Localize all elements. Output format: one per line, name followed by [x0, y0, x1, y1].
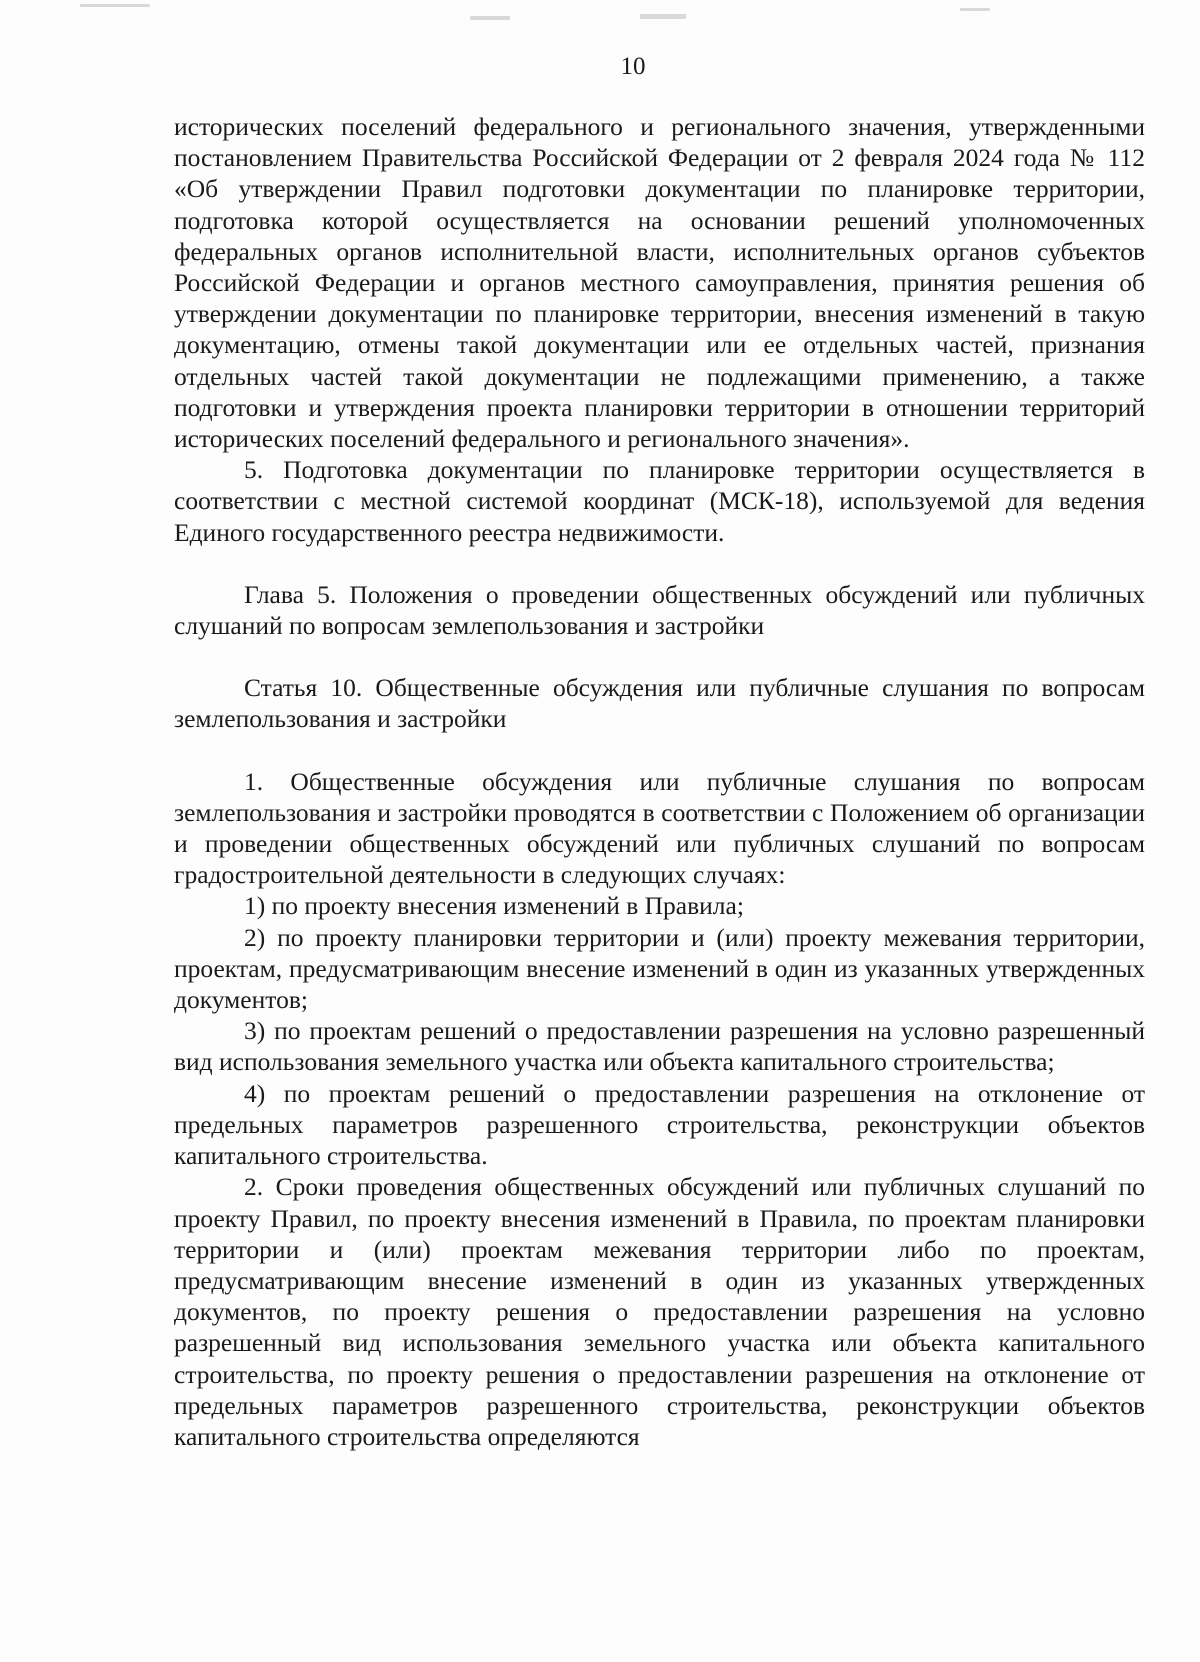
page-number: 10	[620, 53, 646, 80]
spacer	[174, 735, 1145, 766]
scan-artifact	[640, 14, 686, 19]
scan-artifact	[470, 16, 510, 20]
document-body	[174, 111, 1145, 1452]
list-item-2: 2) по проекту планировки территории и (или) проекту межевания территории, проектам, предусматривающим внесение изменений в один из указанных утвержденных документов;	[174, 922, 1145, 1015]
spacer	[174, 548, 1145, 579]
paragraph-item-5: 5. Подготовка документации по планировке территории осуществляется в соответствии с местной системой координат (МСК-18), используемой для ведения Единого государственного реестра недвижимости.	[174, 455, 1145, 547]
paragraph-item-2: 2. Сроки проведения общественных обсуждений или публичных слушаний по проекту Правил, по проекту внесения изменений в Правила, по проектам планировки территории и (или) проектам межевания территории либо по проектам, предусматривающим внесение изменений в один из указанных утвержденных документов, по проекту решения о предоставлении разрешения на условно разрешенный вид использования земельного участка или объекта капитального строительства, по проекту решения о предоставлении разрешения на отклонение от предельных параметров разрешенного строительства, реконструкции объектов капитального строительства определяются	[174, 1172, 1145, 1451]
paragraph-continuation: исторических поселений федерального и регионального значения, утвержденными постановлением Правительства Российской Федерации от 2 февраля 2024 года № 112 «Об утверждении Правил подготовки документации по планировке территории, подготовка которой осуществляется на основании решений уполномоченных федеральных органов исполнительной власти, исполнительных органов субъектов Российской Федерации и органов местного самоуправления, принятия решения об утверждении документации по планировке территории, внесения изменений в такую документацию, отмены такой документации или ее отдельных частей, признания отдельных частей такой документации не подлежащими применению, а также подготовки и утверждения проекта планировки территории в отношении территорий исторических поселений федерального и регионального значения».	[174, 112, 1145, 454]
list-item-1: 1) по проекту внесения изменений в Правила;	[244, 891, 744, 921]
paragraph-item-1: 1. Общественные обсуждения или публичные слушания по вопросам землепользования и застройки проводятся в соответствии с Положением об организации и проведении общественных обсуждений или публичных слушаний по вопросам градостроительной деятельности в следующих случаях:	[174, 766, 1145, 890]
chapter-heading: Глава 5. Положения о проведении общественных обсуждений или публичных слушаний по вопросам землепользования и застройки	[174, 579, 1145, 641]
article-heading: Статья 10. Общественные обсуждения или публичные слушания по вопросам землепользования и застройки	[174, 673, 1145, 734]
list-item-3: 3) по проектам решений о предоставлении разрешения на условно разрешенный вид использования земельного участка или объекта капитального строительства;	[174, 1016, 1145, 1077]
scan-artifact	[80, 4, 150, 7]
spacer	[174, 641, 1145, 672]
list-item-4: 4) по проектам решений о предоставлении разрешения на отклонение от предельных параметров разрешенного строительства, реконструкции объектов капитального строительства.	[174, 1078, 1145, 1171]
scan-artifact	[960, 8, 990, 11]
